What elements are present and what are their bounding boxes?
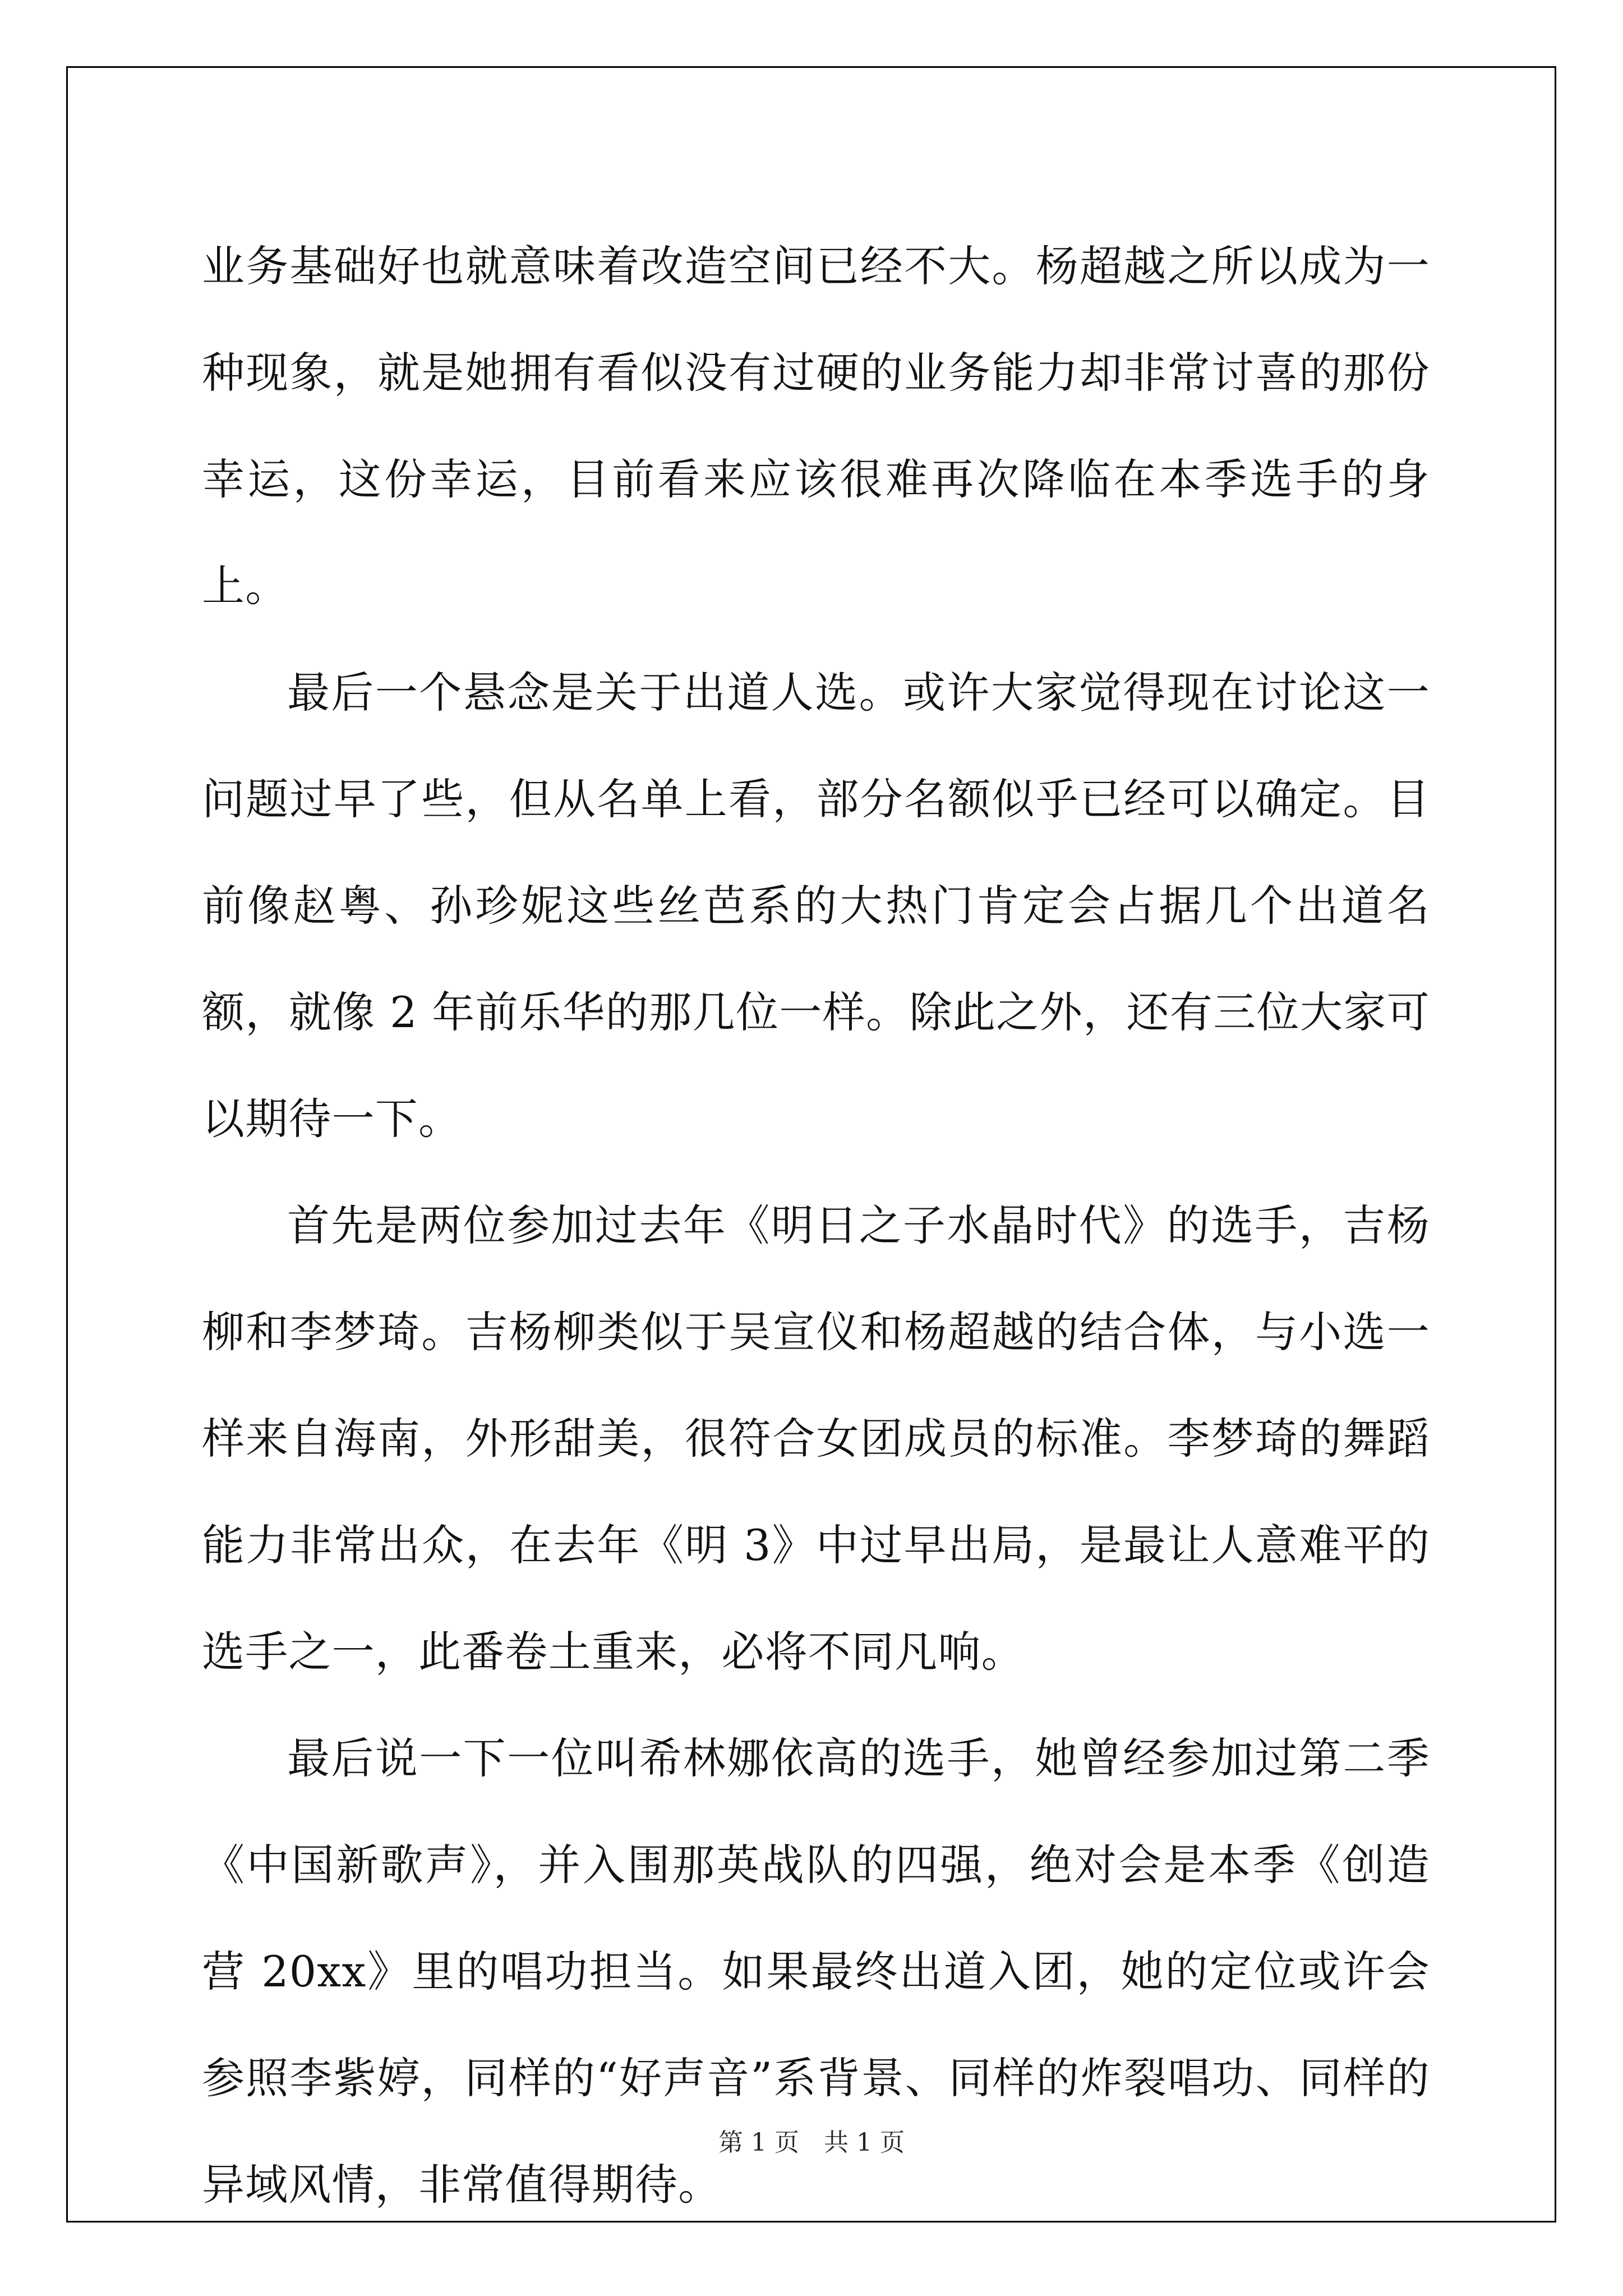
page-footer xyxy=(0,2126,1623,2160)
document-body xyxy=(202,213,1430,2238)
page-total: 共 1 页 xyxy=(824,2128,905,2157)
paragraph-continuation: 业务基础好也就意味着改造空间已经不大。杨超越之所以成为一种现象，就是她拥有看似没有过硬的业务能力却非常讨喜的那份幸运，这份幸运，目前看来应该很难再次降临在本季选手的身上。 xyxy=(202,241,1430,611)
paragraph-debut-candidates: 最后一个悬念是关于出道人选。或许大家觉得现在讨论这一问题过早了些，但从名单上看，部分名额似乎已经可以确定。目前像赵粤、孙珍妮这些丝芭系的大热门肯定会占据几个出道名额，就像 2 年前乐华的那几位一样。除此之外，还有三位大家可以期待一下。 xyxy=(202,668,1430,1144)
page-number: 第 1 页 xyxy=(718,2128,799,2157)
paragraph-two-contestants: 首先是两位参加过去年《明日之子水晶时代》的选手，吉杨柳和李梦琦。吉杨柳类似于吴宣仪和杨超越的结合体，与小选一样来自海南，外形甜美，很符合女团成员的标准。李梦琦的舞蹈能力非常出众，在去年《明 3》中过早出局，是最让人意难平的选手之一，此番卷土重来，必将不同凡响。 xyxy=(202,1200,1430,1677)
paragraph-vocal-contestant: 最后说一下一位叫希林娜依高的选手，她曾经参加过第二季《中国新歌声》，并入围那英战队的四强，绝对会是本季《创造营 20xx》里的唱功担当。如果最终出道入团，她的定位或许会参照李紫婷，同样的“好声音”系背景、同样的炸裂唱功、同样的异域风情，非常值得期待。 xyxy=(202,1733,1430,2210)
